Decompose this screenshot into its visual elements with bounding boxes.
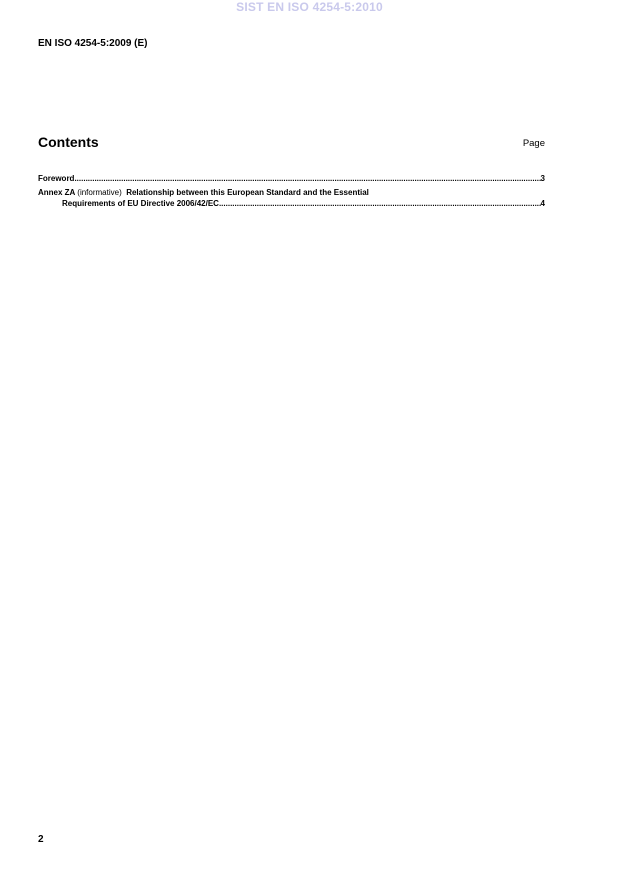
page-number: 2	[38, 834, 44, 845]
toc-entry-annex-za[interactable]	[38, 187, 545, 209]
annex-title-line2: Requirements of EU Directive 2006/42/EC	[62, 199, 219, 208]
dot-leader	[74, 173, 540, 184]
watermark: SIST EN ISO 4254-5:2010	[236, 0, 383, 14]
toc-entry-foreword[interactable]	[38, 173, 545, 184]
page-column-label: Page	[522, 138, 545, 149]
annex-prefix: Annex ZA	[38, 188, 76, 197]
document-id-header: EN ISO 4254-5:2009 (E)	[38, 38, 148, 49]
table-of-contents	[38, 173, 545, 209]
annex-qualifier: (informative)	[77, 188, 122, 197]
toc-entry-page: 3	[540, 174, 545, 183]
contents-heading: Contents	[38, 134, 99, 150]
annex-title-line1: Relationship between this European Standard and the Essential	[126, 188, 369, 197]
dot-leader	[219, 198, 541, 209]
toc-entry-page: 4	[540, 199, 545, 208]
toc-entry-label: Foreword	[38, 174, 75, 183]
